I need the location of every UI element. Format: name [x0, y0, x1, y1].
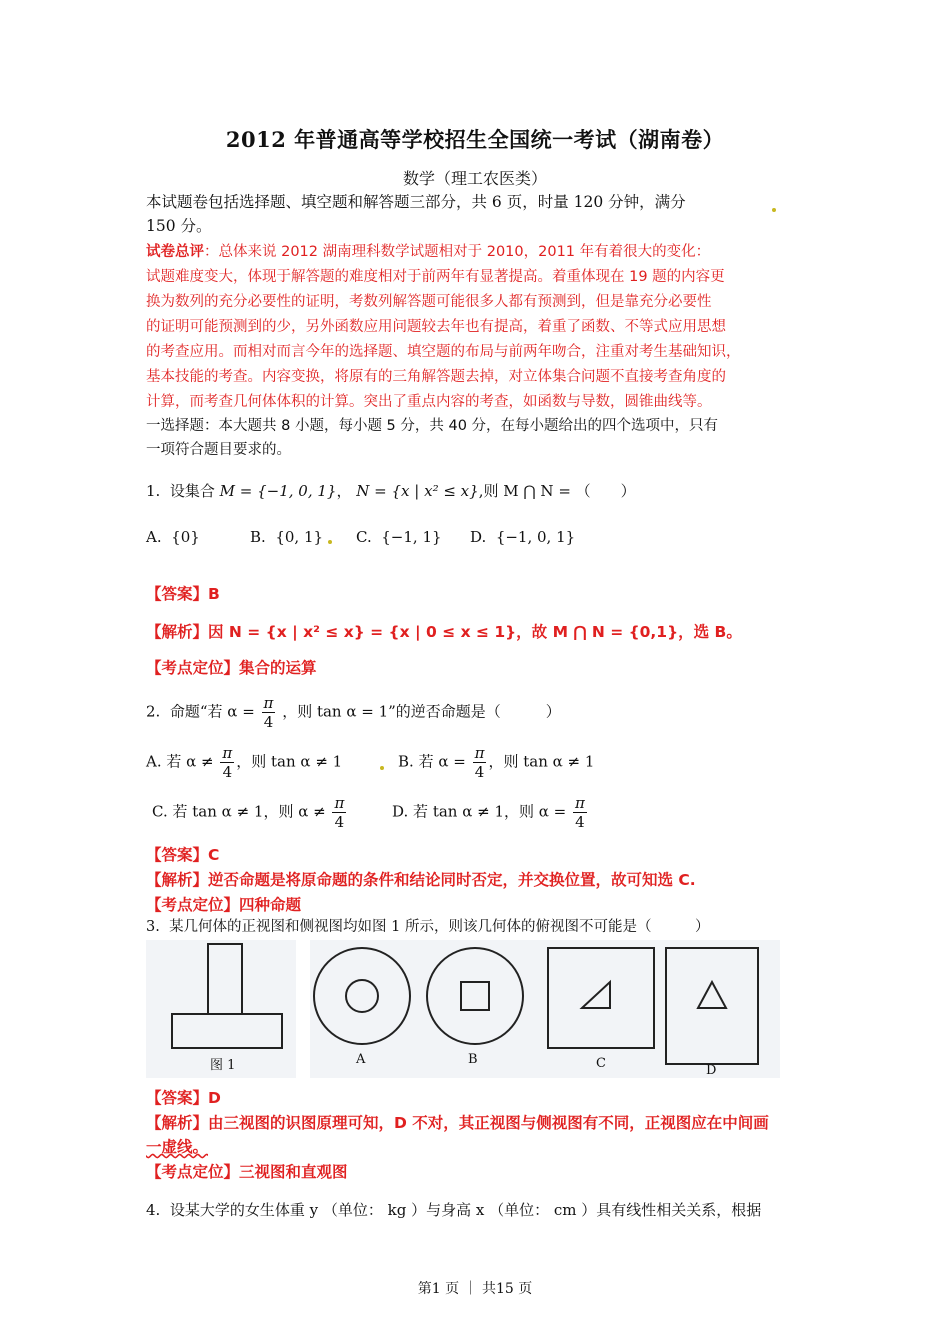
section-line-2: 一项符合题目要求的。 [146, 442, 291, 458]
q3-analysis-continued: 一虚线。 [146, 1138, 209, 1156]
q1-option-b [250, 528, 323, 546]
q3-stem [146, 915, 710, 936]
option-label: D. [392, 802, 409, 821]
q3-analysis [146, 1111, 769, 1133]
option-text: {−1, 1} [381, 528, 442, 546]
q1-number: 1. [146, 482, 161, 500]
point-text: 集合的运算 [239, 659, 317, 677]
fraction-numerator: π [575, 794, 585, 812]
intro-line-1: 本试题卷包括选择题、填空题和解答题三部分，共 6 页，时量 120 分钟，满分 [146, 193, 686, 211]
fraction-pi-over-4 [220, 744, 234, 781]
fig1-vertical-block [208, 944, 242, 1014]
fraction-denominator: 4 [222, 763, 233, 781]
q1-option-d [470, 528, 575, 546]
q2-option-c [152, 794, 348, 831]
q2-number: 2. [146, 702, 161, 721]
q1-option-c [356, 528, 442, 546]
point-label: 【考点定位】 [146, 1163, 240, 1181]
option-label: B. [398, 752, 414, 771]
fig1-base-block [172, 1014, 282, 1048]
q1-set-n: N = {x | x² ≤ x} [356, 482, 479, 500]
q4-stem-text: 设某大学的女生体重 y （单位： kg ）与身高 x （单位： cm ）具有线性相关关系，根据 [169, 1201, 762, 1219]
intro-line-2: 150 分。 [146, 217, 212, 235]
q3-number: 3. [146, 919, 160, 935]
option-label: B. [250, 528, 266, 546]
option-b-outer-circle [427, 948, 523, 1044]
analysis-label: 【解析】 [146, 1114, 209, 1132]
fraction-pi-over-4 [332, 794, 346, 831]
answer-value: B [208, 585, 220, 603]
figure-1-panel [146, 940, 296, 1078]
point-text: 四种命题 [239, 896, 302, 914]
analysis-text: 由三视图的识图原理可知，D 不对，其正视图与侧视图有不同，正视图应在中间画 [208, 1114, 769, 1132]
q2-option-b [398, 744, 594, 781]
answer-label: 【答案】 [146, 1089, 209, 1107]
option-label: D. [470, 528, 487, 546]
fraction-denominator: 4 [334, 813, 345, 831]
review-line: 试题难度变大，体现于解答题的难度相对于前两年有显著提高。着重体现在 19 题的内容更 [146, 269, 725, 285]
fraction-pi-over-4 [473, 744, 487, 781]
review-line: ：总体来说 2012 湖南理科数学试题相对于 2010，2011 年有着很大的变化： [204, 244, 711, 260]
fraction-pi-over-4 [573, 794, 587, 831]
page-title: 2012 年普通高等学校招生全国统一考试（湖南卷） [225, 127, 725, 152]
fraction-denominator: 4 [474, 763, 485, 781]
option-text: {0, 1} [275, 528, 324, 546]
option-b-inner-square [461, 982, 489, 1010]
option-text: ，则 tan α ≠ 1 [488, 752, 595, 771]
figure-a-label: A [356, 1052, 366, 1067]
answer-label: 【答案】 [146, 846, 209, 864]
q3-stem-text: 某几何体的正视图和侧视图均如图 1 所示，则该几何体的俯视图不可能是（ ） [169, 919, 710, 935]
answer-value: D [208, 1089, 221, 1107]
answer-value: C [208, 846, 220, 864]
point-label: 【考点定位】 [146, 659, 240, 677]
point-label: 【考点定位】 [146, 896, 240, 914]
option-text: 若 tan α ≠ 1，则 α ≠ [172, 802, 326, 821]
option-label: C. [356, 528, 372, 546]
q2-answer [146, 843, 219, 865]
fraction-denominator: 4 [263, 713, 274, 731]
option-label: A. [146, 528, 162, 546]
analysis-text: 逆否命题是将原命题的条件和结论同时否定，并交换位置，故可知选 C. [208, 871, 696, 889]
option-c-square [548, 948, 654, 1048]
figure-1-label: 图 1 [210, 1058, 236, 1073]
q4-number: 4. [146, 1201, 161, 1219]
review-line: 基本技能的考查。内容变换，将原有的三角解答题去掉，对立体集合问题不直接考查角度的 [146, 369, 726, 385]
review-label: 试卷总评 [146, 244, 204, 260]
option-text: ，则 tan α ≠ 1 [236, 752, 343, 771]
option-a-inner-circle [346, 980, 378, 1012]
q3-point [146, 1160, 348, 1182]
q2-point [146, 893, 301, 915]
option-label: C. [152, 802, 168, 821]
q2-stem-a: 命题“若 α = [169, 702, 255, 721]
q2-analysis [146, 868, 696, 890]
option-text: 若 tan α ≠ 1，则 α = [413, 802, 567, 821]
option-text: 若 α = [418, 752, 466, 771]
review-block [146, 240, 826, 415]
scan-dot [772, 208, 776, 212]
analysis-label: 【解析】 [146, 871, 209, 889]
option-a-outer-circle [314, 948, 410, 1044]
point-text: 三视图和直观图 [239, 1163, 348, 1181]
q1-analysis [146, 620, 742, 642]
figure-c-label: C [596, 1056, 606, 1071]
figure-options-panel [310, 940, 780, 1078]
fraction-numerator: π [222, 744, 233, 762]
q1-post: ,则 M ⋂ N = （ ） [478, 482, 636, 500]
review-line: 计算，而考查几何体体积的计算。突出了重点内容的考查，如函数与导数，圆锥曲线等。 [146, 394, 712, 410]
q1-answer [146, 582, 220, 604]
option-label: A. [146, 752, 162, 771]
q1-set-m: M = {−1, 0, 1} [219, 482, 337, 500]
q1-sep: ， [336, 482, 352, 500]
fraction-numerator: π [263, 694, 274, 712]
option-c-right-triangle [582, 982, 610, 1008]
scan-dot [328, 540, 332, 544]
option-text: {−1, 0, 1} [495, 528, 576, 546]
q2-option-a [146, 744, 342, 781]
q2-option-d [392, 794, 589, 831]
fraction-numerator: π [334, 794, 345, 812]
answer-label: 【答案】 [146, 585, 209, 603]
fraction-pi-over-4 [262, 694, 276, 731]
analysis-text: 因 N = {x | x² ≤ x} = {x | 0 ≤ x ≤ 1}，故 M ⋂ N = {0,1}，选 B。 [208, 623, 742, 641]
q1-stem [146, 480, 636, 501]
page-subtitle: 数学（理工农医类） [402, 169, 547, 188]
q1-option-a [146, 528, 200, 546]
figure-d-label: D [706, 1063, 717, 1078]
q2-stem-b: ，则 tan α = 1”的逆否命题是（ ） [282, 702, 561, 721]
page-footer: 第1 页 ｜ 共15 页 [417, 1281, 533, 1297]
section-line-1: 一选择题：本大题共 8 小题，每小题 5 分，共 40 分，在每小题给出的四个选项中，只有 [146, 418, 719, 434]
analysis-label: 【解析】 [146, 623, 209, 641]
q4-stem [146, 1199, 761, 1220]
review-line: 的考查应用。而相对而言今年的选择题、填空题的布局与前两年吻合，注重对考生基础知识， [146, 344, 741, 360]
fraction-numerator: π [474, 744, 485, 762]
scan-dot [380, 766, 384, 770]
q2-stem [146, 694, 561, 731]
q3-answer [146, 1086, 221, 1108]
q1-pre: 设集合 [169, 482, 215, 500]
option-d-triangle [698, 982, 726, 1008]
q1-point [146, 656, 317, 678]
option-d-square [666, 948, 758, 1064]
review-line: 换为数列的充分必要性的证明，考数列解答题可能很多人都有预测到，但是靠充分必要性 [146, 294, 712, 310]
fraction-denominator: 4 [575, 813, 585, 831]
figure-options-drawing [310, 940, 780, 1078]
review-line: 的证明可能预测到的少，另外函数应用问题较去年也有提高，着重了函数、不等式应用思想 [146, 319, 726, 335]
option-text: 若 α ≠ [166, 752, 214, 771]
option-text: {0} [171, 528, 200, 546]
figure-b-label: B [468, 1052, 478, 1067]
